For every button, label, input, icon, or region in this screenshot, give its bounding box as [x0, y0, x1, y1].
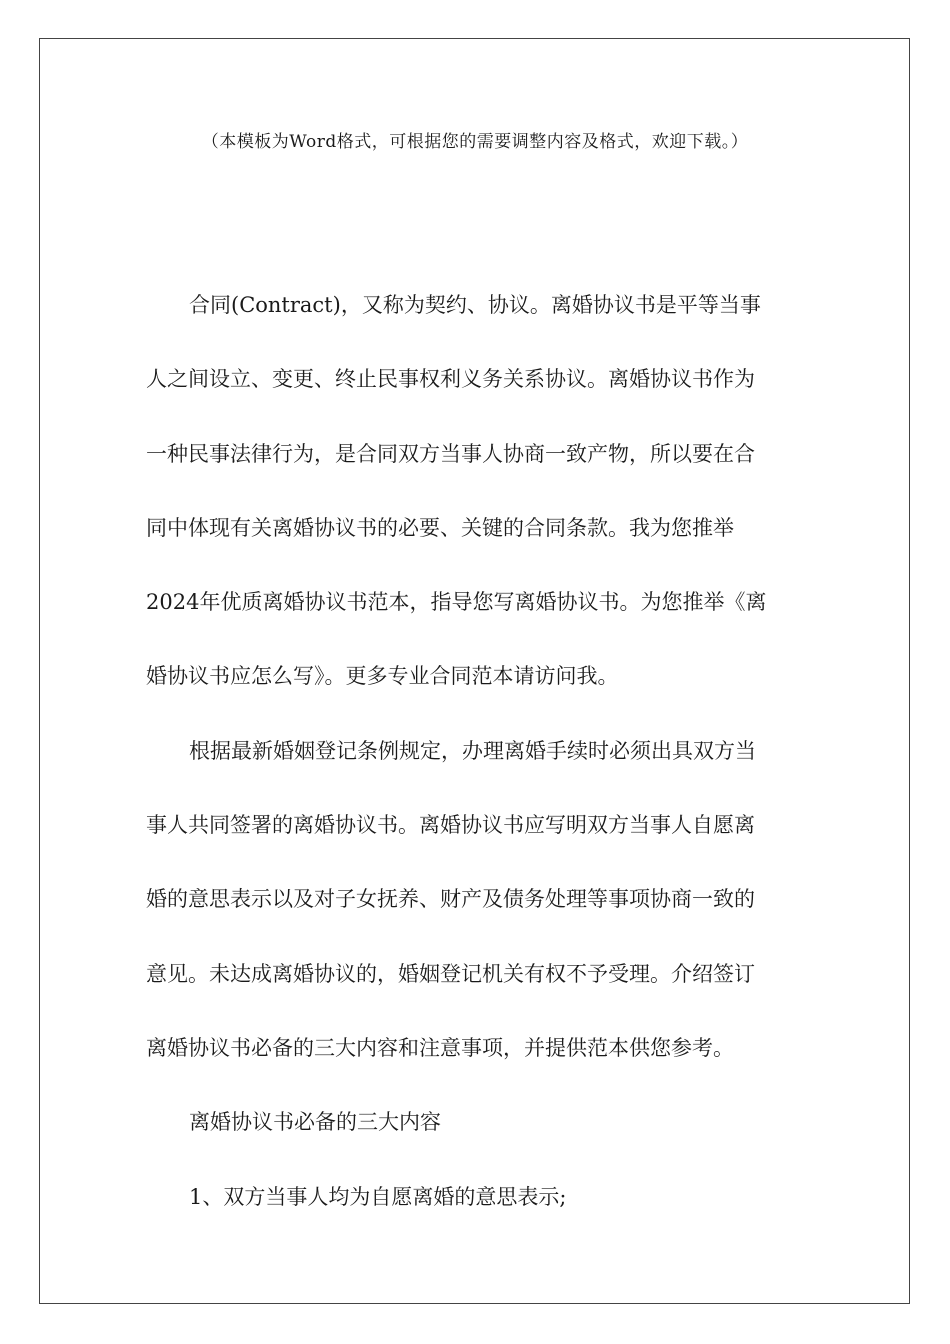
- paragraph-regulation: [146, 714, 806, 1085]
- paragraph-line: 婚的意思表示以及对子女抚养、财产及债务处理等事项协商一致的: [146, 887, 755, 912]
- paragraph-line: 合同(Contract)，又称为契约、协议。离婚协议书是平等当事: [189, 293, 761, 317]
- paragraph-line: 离婚协议书必备的三大内容和注意事项，并提供范本供您参考。: [146, 1035, 734, 1060]
- list-item: [146, 1160, 806, 1234]
- paragraph-intro: [146, 268, 806, 714]
- paragraph-line: 一种民事法律行为，是合同双方当事人协商一致产物，所以要在合: [146, 441, 755, 466]
- list-item-text: 1、双方当事人均为自愿离婚的意思表示;: [189, 1184, 567, 1209]
- paragraph-line: 意见。未达成离婚协议的，婚姻登记机关有权不予受理。介绍签订: [146, 961, 755, 986]
- section-heading-text: 离婚协议书必备的三大内容: [189, 1110, 441, 1135]
- paragraph-line: 同中体现有关离婚协议书的必要、关键的合同条款。我为您推举: [146, 515, 734, 540]
- paragraph-line: 根据最新婚姻登记条例规定，办理离婚手续时必须出具双方当: [189, 738, 756, 763]
- paragraph-line: 2024年优质离婚协议书范本，指导您写离婚协议书。为您推举《离: [146, 590, 767, 615]
- paragraph-line: 婚协议书应怎么写》。更多专业合同范本请访问我。: [146, 664, 619, 689]
- section-heading: [146, 1085, 806, 1159]
- paragraph-line: 事人共同签署的离婚协议书。离婚协议书应写明双方当事人自愿离: [146, 813, 755, 838]
- document-body: [146, 268, 806, 1234]
- template-note: （本模板为Word格式，可根据您的需要调整内容及格式，欢迎下载。）: [201, 132, 749, 152]
- paragraph-line: 人之间设立、变更、终止民事权利义务关系协议。离婚协议书作为: [146, 367, 755, 392]
